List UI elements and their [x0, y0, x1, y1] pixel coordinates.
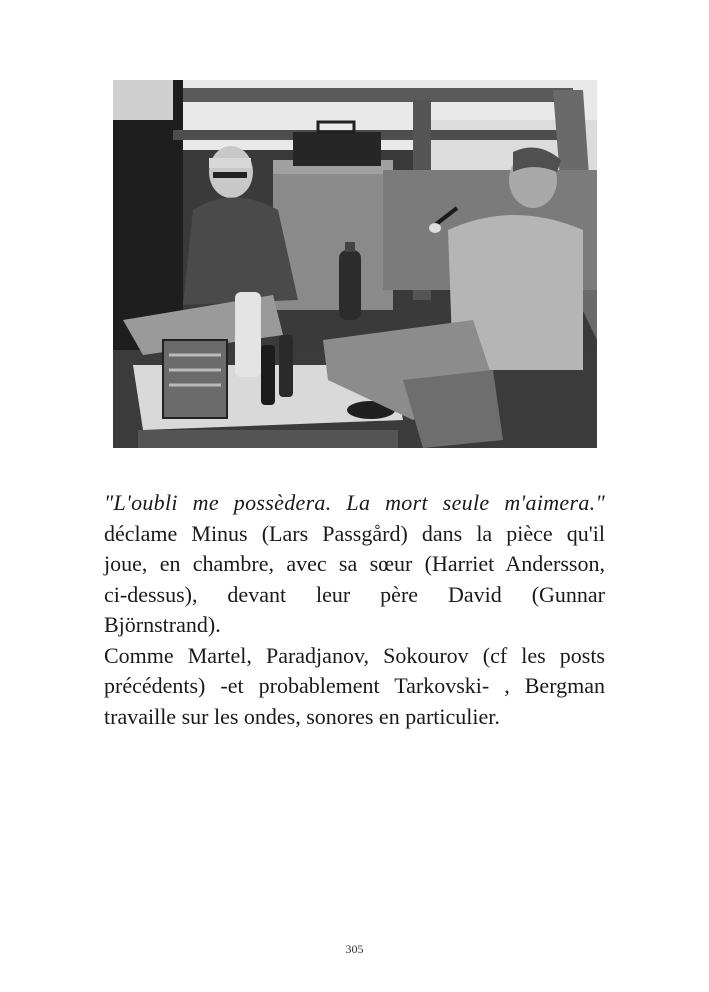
text-line: précédents) -et probablement Tarkovski- , Bergman	[104, 673, 605, 698]
text-line: ci-dessus), devant leur père David (Gunnar	[104, 581, 605, 607]
text-line: travaille sur les ondes, sonores en particulier.	[104, 703, 500, 729]
text-line: déclame Minus (Lars Passgård) dans la pièce qu'il	[104, 520, 605, 546]
text-line: Comme Martel, Paradjanov, Sokourov (cf les posts	[104, 642, 605, 668]
quote-line: "L'oubli me possèdera. La mort seule m'aimera."	[104, 490, 605, 515]
text-line: joue, en chambre, avec sa sœur (Harriet Andersson,	[104, 551, 605, 576]
page-number: 305	[345, 942, 364, 956]
photograph-icon	[113, 80, 597, 448]
text-line: Björnstrand).	[104, 612, 221, 637]
film-still-photo	[113, 80, 597, 448]
article-paragraph	[104, 488, 605, 732]
